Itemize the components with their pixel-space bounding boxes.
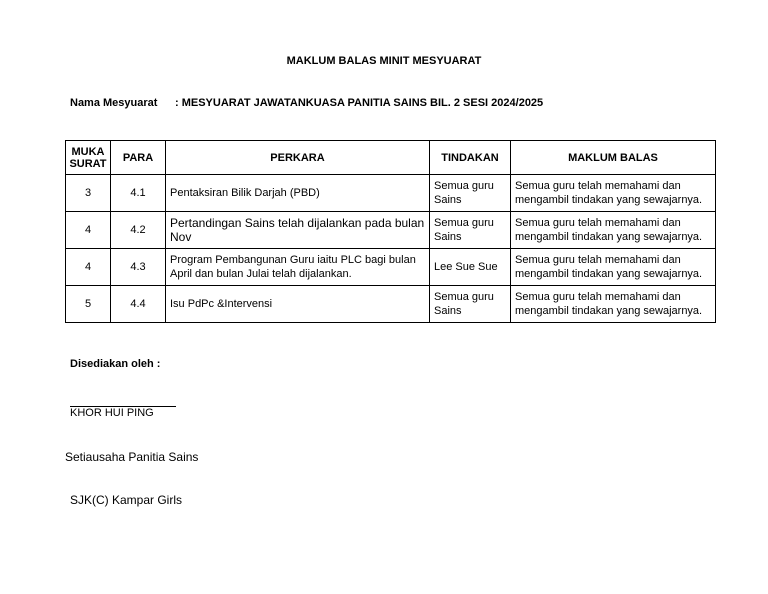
cell-para: 4.4 <box>111 286 166 323</box>
table-row <box>66 212 716 249</box>
header-para: PARA <box>111 141 166 175</box>
header-perkara: PERKARA <box>166 141 430 175</box>
meeting-label: Nama Mesyuarat <box>70 97 158 109</box>
table-row <box>66 249 716 286</box>
prepared-by-label: Disediakan oleh : <box>70 358 161 370</box>
cell-perkara: Pertandingan Sains telah dijalankan pada bulan Nov <box>166 212 430 249</box>
cell-muka: 3 <box>66 175 111 212</box>
header-maklum-balas: MAKLUM BALAS <box>511 141 716 175</box>
cell-perkara: Isu PdPc &Intervensi <box>166 286 430 323</box>
cell-muka: 4 <box>66 212 111 249</box>
signatory-position: Setiausaha Panitia Sains <box>65 450 199 464</box>
cell-muka: 4 <box>66 249 111 286</box>
table-header-row <box>66 141 716 175</box>
cell-maklum-balas: Semua guru telah memahami dan mengambil tindakan yang sewajarnya. <box>511 286 716 323</box>
header-muka-line1: MUKA <box>71 145 105 158</box>
cell-tindakan: Semua guru Sains <box>430 212 511 249</box>
minutes-table <box>65 140 716 323</box>
cell-tindakan: Lee Sue Sue <box>430 249 511 286</box>
meeting-value: : MESYUARAT JAWATANKUASA PANITIA SAINS BIL. 2 SESI 2024/2025 <box>175 97 544 109</box>
cell-para: 4.2 <box>111 212 166 249</box>
header-muka-line2: SURAT <box>69 157 107 170</box>
cell-tindakan: Semua guru Sains <box>430 286 511 323</box>
cell-tindakan: Semua guru Sains <box>430 175 511 212</box>
header-muka-surat <box>66 141 111 175</box>
cell-para: 4.1 <box>111 175 166 212</box>
school-name: SJK(C) Kampar Girls <box>70 493 183 507</box>
table-row <box>66 286 716 323</box>
cell-muka: 5 <box>66 286 111 323</box>
header-tindakan: TINDAKAN <box>430 141 511 175</box>
cell-para: 4.3 <box>111 249 166 286</box>
cell-maklum-balas: Semua guru telah memahami dan mengambil tindakan yang sewajarnya. <box>511 175 716 212</box>
cell-perkara: Program Pembangunan Guru iaitu PLC bagi bulan April dan bulan Julai telah dijalankan. <box>166 249 430 286</box>
signatory-name: KHOR HUI PING <box>70 407 154 419</box>
table-row <box>66 175 716 212</box>
document-title: MAKLUM BALAS MINIT MESYUARAT <box>286 55 482 67</box>
meeting-info <box>70 97 543 109</box>
cell-perkara: Pentaksiran Bilik Darjah (PBD) <box>166 175 430 212</box>
cell-maklum-balas: Semua guru telah memahami dan mengambil tindakan yang sewajarnya. <box>511 249 716 286</box>
cell-maklum-balas: Semua guru telah memahami dan mengambil tindakan yang sewajarnya. <box>511 212 716 249</box>
